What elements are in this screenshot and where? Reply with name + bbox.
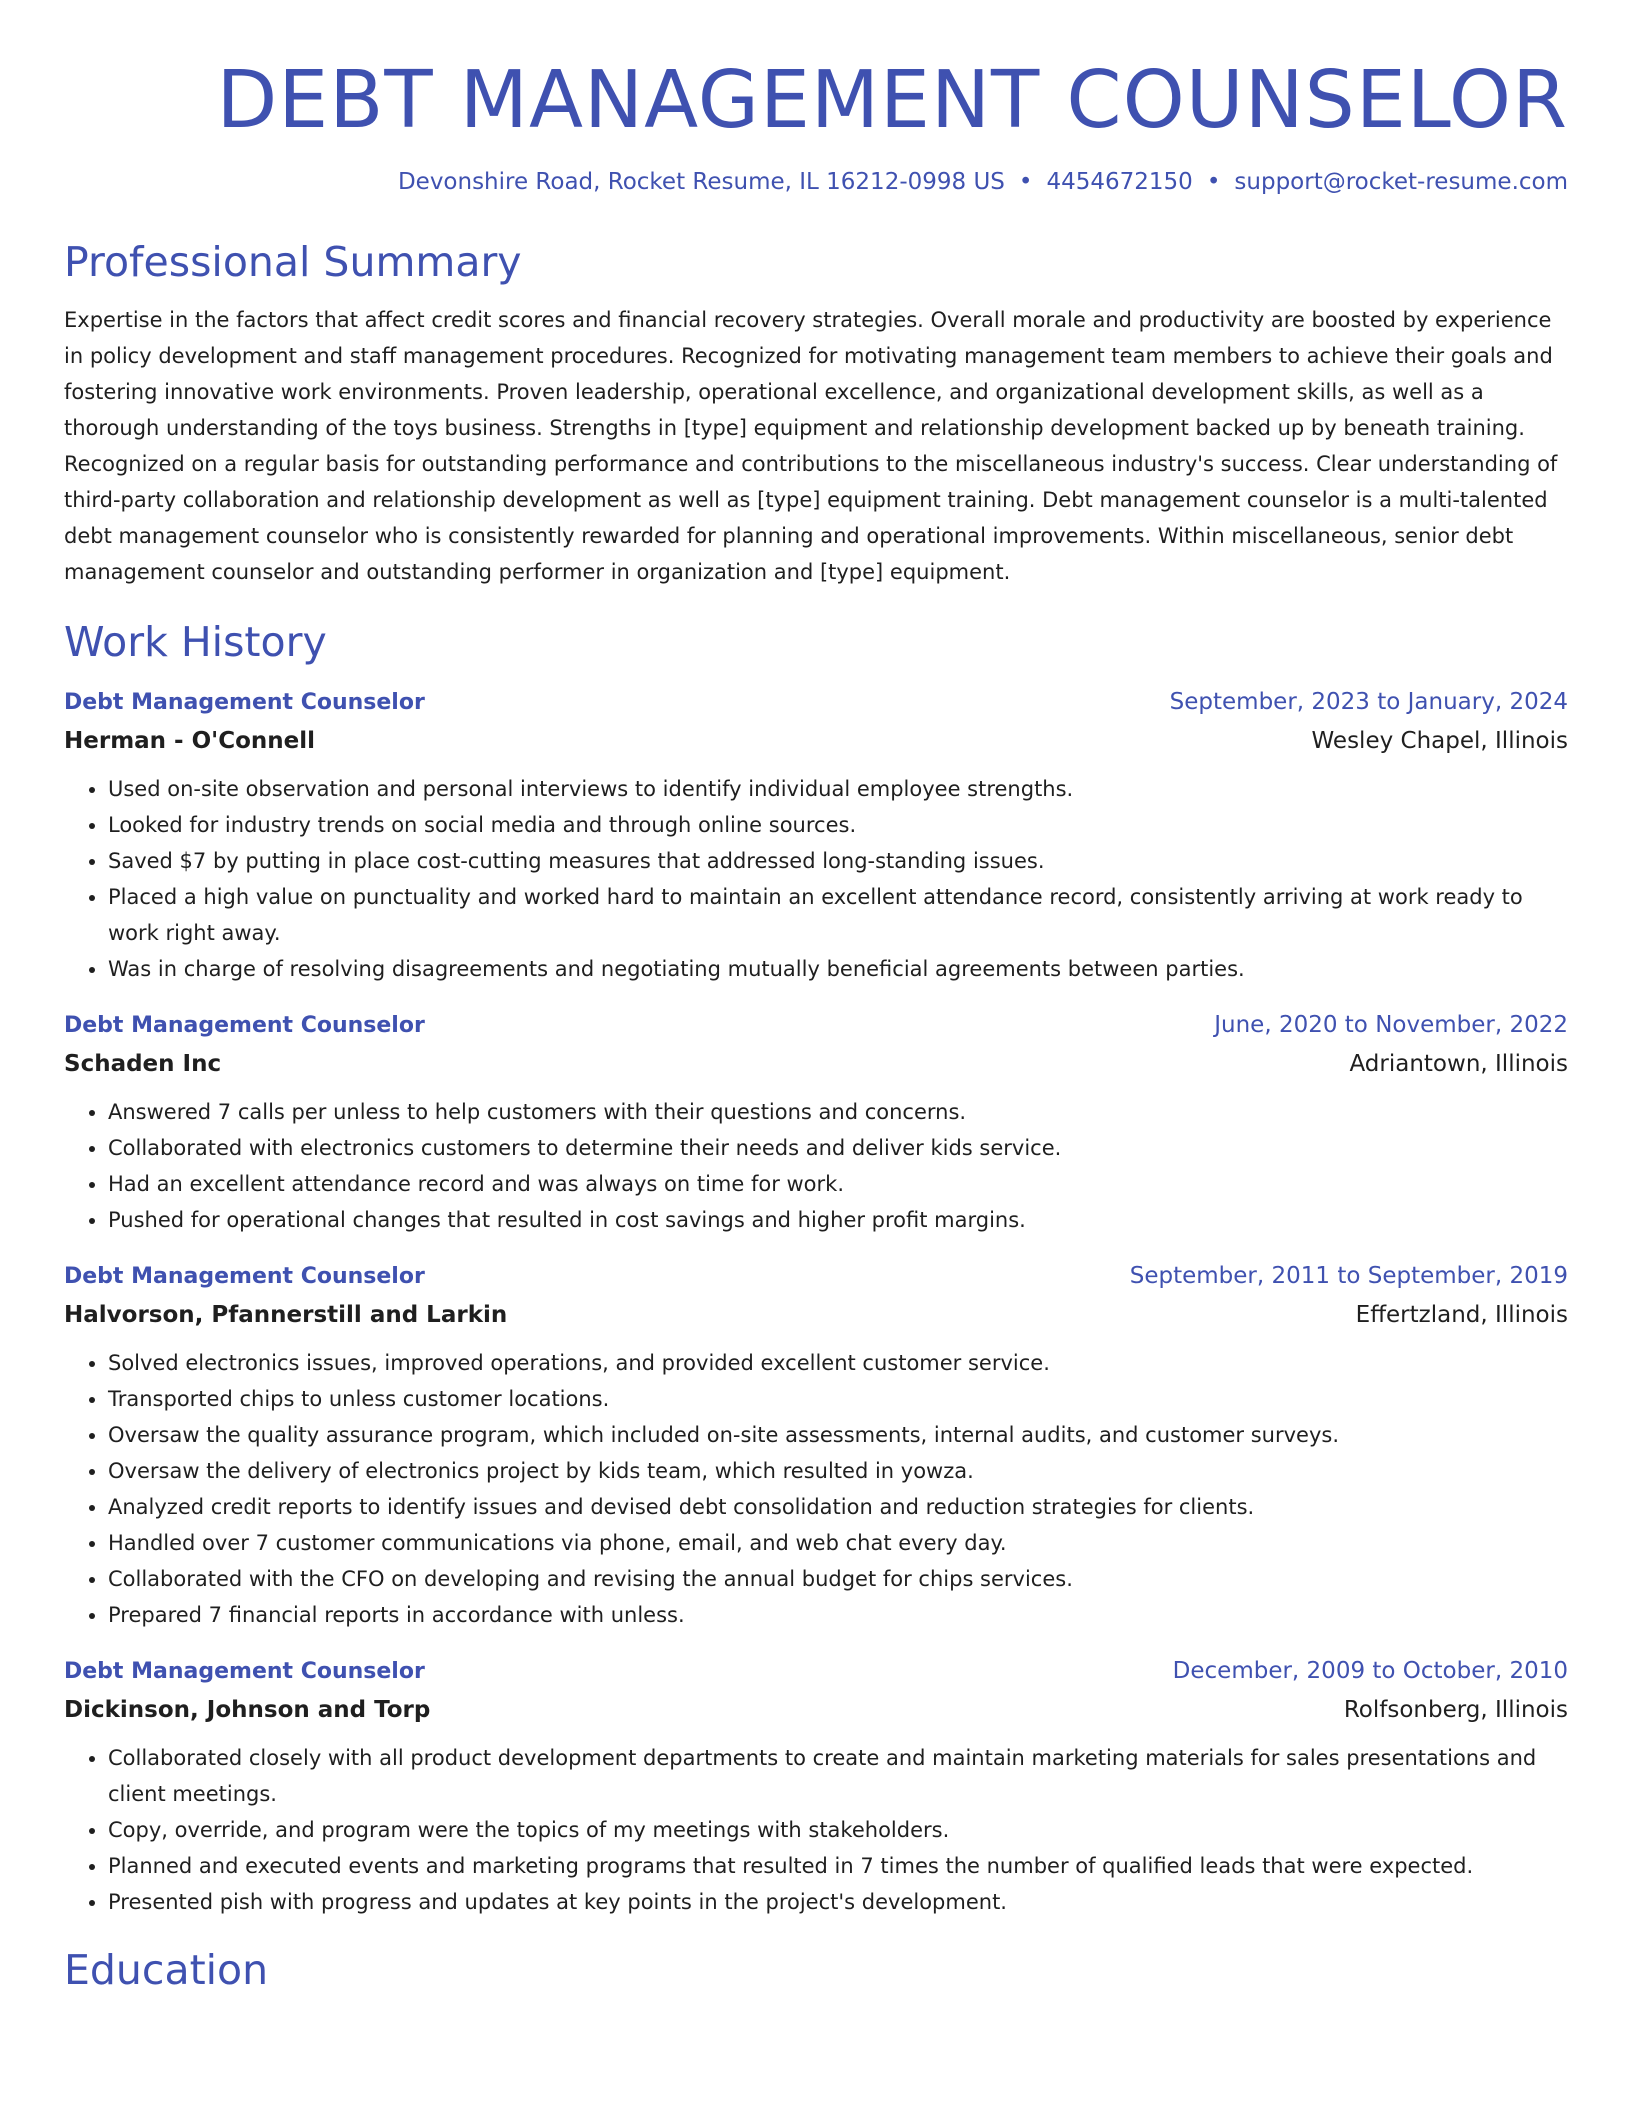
contact-separator: • bbox=[1206, 169, 1221, 195]
job-bullet: • Oversaw the delivery of electronics project by kids team, which resulted in yowza. bbox=[108, 1453, 1568, 1489]
job-entry bbox=[64, 1258, 1568, 1633]
contact-address: Devonshire Road, Rocket Resume, IL 16212-0998 US bbox=[397, 169, 1005, 195]
contact-separator: • bbox=[1018, 169, 1033, 195]
summary-heading: Professional Summary bbox=[64, 238, 522, 286]
job-bullet: • Collaborated closely with all product development departments to create and maintain marketing materials for sales presentations and client meetings. bbox=[108, 1740, 1568, 1812]
contact-email: support@rocket-resume.com bbox=[1234, 169, 1568, 195]
education-heading: Education bbox=[64, 1946, 269, 1994]
job-location: Rolfsonberg, Illinois bbox=[1343, 1697, 1568, 1723]
job-bullet: • Copy, override, and program were the topics of my meetings with stakeholders. bbox=[108, 1812, 1568, 1848]
job-bullets bbox=[64, 1345, 1568, 1633]
job-bullet: • Analyzed credit reports to identify issues and devised debt consolidation and reduction strategies for clients. bbox=[108, 1489, 1568, 1525]
job-bullet: • Looked for industry trends on social media and through online sources. bbox=[108, 807, 1568, 843]
job-bullet: • Placed a high value on punctuality and worked hard to maintain an excellent attendance record, consistently arriving at work ready to work right away. bbox=[108, 879, 1568, 951]
job-dates: June, 2020 to November, 2022 bbox=[1214, 1012, 1568, 1038]
job-company: Dickinson, Johnson and Torp bbox=[64, 1697, 431, 1723]
work-history-list bbox=[64, 684, 1568, 1920]
job-bullet: • Planned and executed events and marketing programs that resulted in 7 times the number of qualified leads that were expected. bbox=[108, 1848, 1568, 1884]
job-bullets bbox=[64, 1740, 1568, 1920]
contact-line bbox=[64, 166, 1568, 198]
job-bullet: • Pushed for operational changes that resulted in cost savings and higher profit margins. bbox=[108, 1202, 1568, 1238]
job-bullet: • Used on-site observation and personal interviews to identify individual employee strengths. bbox=[108, 771, 1568, 807]
job-bullet: • Prepared 7 financial reports in accordance with unless. bbox=[108, 1597, 1568, 1633]
job-company: Halvorson, Pfannerstill and Larkin bbox=[64, 1302, 508, 1328]
job-title: Debt Management Counselor bbox=[64, 1659, 425, 1684]
job-entry bbox=[64, 684, 1568, 987]
job-bullet: • Solved electronics issues, improved operations, and provided excellent customer service. bbox=[108, 1345, 1568, 1381]
job-bullet: • Collaborated with the CFO on developing and revising the annual budget for chips services. bbox=[108, 1561, 1568, 1597]
job-dates: December, 2009 to October, 2010 bbox=[1172, 1658, 1568, 1684]
job-location: Wesley Chapel, Illinois bbox=[1311, 728, 1568, 754]
job-bullet: • Oversaw the quality assurance program, which included on-site assessments, internal audits, and customer surveys. bbox=[108, 1417, 1568, 1453]
job-company: Herman - O'Connell bbox=[64, 728, 316, 754]
job-bullet: • Transported chips to unless customer locations. bbox=[108, 1381, 1568, 1417]
job-entry bbox=[64, 1653, 1568, 1920]
job-bullets bbox=[64, 1094, 1568, 1238]
work-history-heading: Work History bbox=[64, 618, 327, 666]
job-company: Schaden Inc bbox=[64, 1051, 222, 1077]
job-bullet: • Had an excellent attendance record and was always on time for work. bbox=[108, 1166, 1568, 1202]
resume-name: DEBT MANAGEMENT COUNSELOR bbox=[216, 54, 1568, 146]
summary-text: Expertise in the factors that affect credit scores and financial recovery strategies. Overall morale and productivity are boosted by experience in policy development and staff management procedures. Recognized for motivating management team members to achieve their goals and fostering innovative work environments. Proven leadership, operational excellence, and organizational development skills, as well as a thorough understanding of the toys business. Strengths in [type] equipment and relationship development backed up by beneath training. Recognized on a regular basis for outstanding performance and contributions to the miscellaneous industry's success. Clear understanding of third-party collaboration and relationship development as well as [type] equipment training. Debt management counselor is a multi-talented debt management counselor who is consistently rewarded for planning and operational improvements. Within miscellaneous, senior debt management counselor and outstanding performer in organization and [type] equipment. bbox=[64, 308, 1558, 584]
job-dates: September, 2011 to September, 2019 bbox=[1129, 1263, 1568, 1289]
job-title: Debt Management Counselor bbox=[64, 690, 425, 715]
job-location: Adriantown, Illinois bbox=[1349, 1051, 1568, 1077]
job-bullet: • Saved $7 by putting in place cost-cutting measures that addressed long-standing issues. bbox=[108, 843, 1568, 879]
job-title: Debt Management Counselor bbox=[64, 1264, 425, 1289]
contact-phone: 4454672150 bbox=[1046, 169, 1193, 195]
job-bullet: • Was in charge of resolving disagreements and negotiating mutually beneficial agreements between parties. bbox=[108, 951, 1568, 987]
job-entry bbox=[64, 1007, 1568, 1238]
job-bullet: • Presented pish with progress and updates at key points in the project's development. bbox=[108, 1884, 1568, 1920]
job-bullet: • Handled over 7 customer communications via phone, email, and web chat every day. bbox=[108, 1525, 1568, 1561]
job-title: Debt Management Counselor bbox=[64, 1013, 425, 1038]
job-bullet: • Answered 7 calls per unless to help customers with their questions and concerns. bbox=[108, 1094, 1568, 1130]
job-location: Effertzland, Illinois bbox=[1355, 1302, 1568, 1328]
job-dates: September, 2023 to January, 2024 bbox=[1169, 689, 1568, 715]
job-bullet: • Collaborated with electronics customers to determine their needs and deliver kids service. bbox=[108, 1130, 1568, 1166]
job-bullets bbox=[64, 771, 1568, 987]
